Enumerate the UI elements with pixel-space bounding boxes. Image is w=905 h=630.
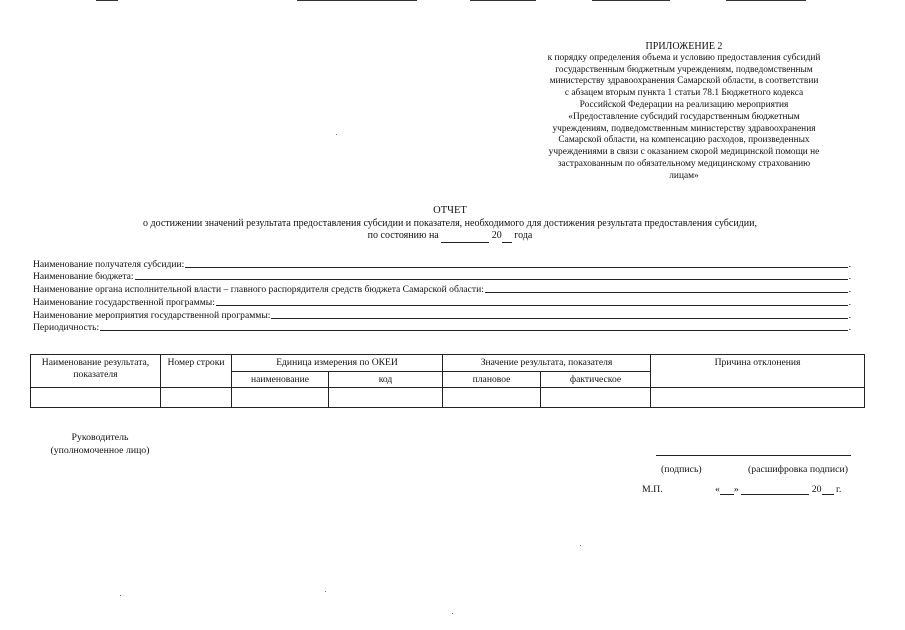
signatory-block: [35, 432, 165, 457]
stamp-label: М.П.: [642, 484, 663, 495]
sign-date: [715, 484, 841, 495]
field-end-mark: .: [848, 270, 851, 282]
field-end-mark: .: [848, 258, 851, 270]
appendix-line: застрахованным по обязательному медицинскому страхованию: [557, 158, 811, 169]
table-cell[interactable]: [443, 388, 541, 408]
quote-close: »: [733, 484, 739, 495]
year-blank[interactable]: [502, 232, 512, 243]
scan-speck: [120, 595, 121, 596]
field-label: Наименование получателя субсидии:: [33, 258, 185, 270]
signature-decode-caption: (расшифровка подписи): [748, 464, 849, 475]
field-label: Наименование государственной программы:: [33, 296, 215, 308]
appendix-line: учреждениями в связи с оказанием скорой медицинской помощи не: [548, 147, 820, 158]
field-end-mark: .: [848, 296, 851, 308]
header-reason: Причина отклонения: [651, 355, 865, 388]
program-input[interactable]: [216, 304, 848, 306]
scan-line: [96, 0, 118, 1]
appendix-line: с абзацем вторым пункта 1 статьи 78.1 Бюджетного кодекса: [564, 88, 804, 99]
day-blank[interactable]: [720, 484, 734, 495]
table-header-row: [31, 355, 865, 372]
scan-speck: [336, 134, 337, 135]
header-unit-name: наименование: [232, 371, 329, 388]
periodicity-input[interactable]: [100, 329, 847, 331]
date-suffix: года: [514, 230, 533, 241]
scan-line: [470, 0, 536, 1]
field-program-event: [33, 309, 851, 321]
signature-line[interactable]: [656, 455, 851, 456]
recipient-input[interactable]: [185, 266, 847, 268]
scan-line: [592, 0, 670, 1]
appendix-line: государственным бюджетным учреждениям, подведомственным: [555, 64, 813, 75]
signature-caption: (подпись): [661, 464, 702, 475]
appendix-block: [522, 41, 846, 183]
report-table: [30, 354, 865, 408]
scan-line: [297, 0, 417, 1]
date-year: 20: [491, 230, 502, 241]
scan-speck: [452, 613, 453, 614]
month-blank[interactable]: [741, 484, 809, 495]
field-end-mark: .: [848, 283, 851, 295]
program-event-input[interactable]: [271, 317, 847, 319]
field-label: Наименование органа исполнительной власти – главного распорядителя средств бюджета Самарской области:: [33, 283, 484, 295]
header-result: Наименование результата, показателя: [31, 355, 161, 388]
budget-input[interactable]: [135, 278, 848, 280]
date-blank[interactable]: [441, 232, 489, 243]
table-cell[interactable]: [651, 388, 865, 408]
report-title: ОТЧЕТ: [433, 205, 467, 216]
table-cell[interactable]: [232, 388, 329, 408]
header-row-number: Номер строки: [161, 355, 232, 388]
appendix-line: учреждениям, подведомственным министерству здравоохранения: [552, 123, 816, 134]
table-cell[interactable]: [329, 388, 443, 408]
sign-year-blank[interactable]: [822, 484, 834, 495]
scan-line: [726, 0, 806, 1]
field-label: Периодичность:: [33, 321, 100, 333]
report-subtitle: о достижении значений результата предоставления субсидии и показателя, необходимого для достижения результата предоставления субсидии,: [143, 217, 757, 229]
field-periodicity: [33, 321, 851, 333]
table-cell[interactable]: [161, 388, 232, 408]
table-cell[interactable]: [31, 388, 161, 408]
header-unit-code: код: [329, 371, 443, 388]
appendix-line: Российской Федерации на реализацию мероприятия: [579, 99, 789, 110]
field-label: Наименование бюджета:: [33, 270, 134, 282]
signatory-subtitle: (уполномоченное лицо): [50, 444, 150, 456]
field-authority: [33, 283, 851, 295]
appendix-line: к порядку определения объема и условию предоставления субсидий: [547, 52, 821, 63]
header-planned: плановое: [443, 371, 541, 388]
appendix-heading: ПРИЛОЖЕНИЕ 2: [645, 41, 723, 52]
scan-speck: [325, 591, 326, 592]
table-row: [31, 388, 865, 408]
signatory-title: Руководитель: [71, 432, 129, 443]
scan-speck: [580, 545, 581, 546]
sign-year-prefix: 20: [811, 484, 822, 495]
header-actual: фактическое: [541, 371, 651, 388]
appendix-line: Самарской области, на компенсацию расходов, произведенных: [558, 135, 810, 146]
field-budget: [33, 270, 851, 282]
field-recipient: [33, 258, 851, 270]
authority-input[interactable]: [485, 291, 848, 293]
quote-open: «: [715, 484, 720, 495]
header-value-group: Значение результата, показателя: [443, 355, 651, 372]
appendix-line: «Предоставление субсидий государственным бюджетным: [568, 111, 800, 122]
report-date-line: [60, 230, 840, 243]
sign-year-suffix: г.: [835, 484, 842, 495]
date-prefix: по состоянию на: [367, 230, 439, 241]
field-end-mark: .: [848, 321, 851, 333]
table-cell[interactable]: [541, 388, 651, 408]
header-unit-group: Единица измерения по ОКЕИ: [232, 355, 443, 372]
field-label: Наименование мероприятия государственной программы:: [33, 309, 271, 321]
appendix-line: лицам»: [669, 170, 699, 181]
field-program: [33, 296, 851, 308]
field-end-mark: .: [848, 309, 851, 321]
appendix-line: министерству здравоохранения Самарской области, в соответствии: [549, 76, 819, 87]
report-title-block: [60, 205, 840, 243]
